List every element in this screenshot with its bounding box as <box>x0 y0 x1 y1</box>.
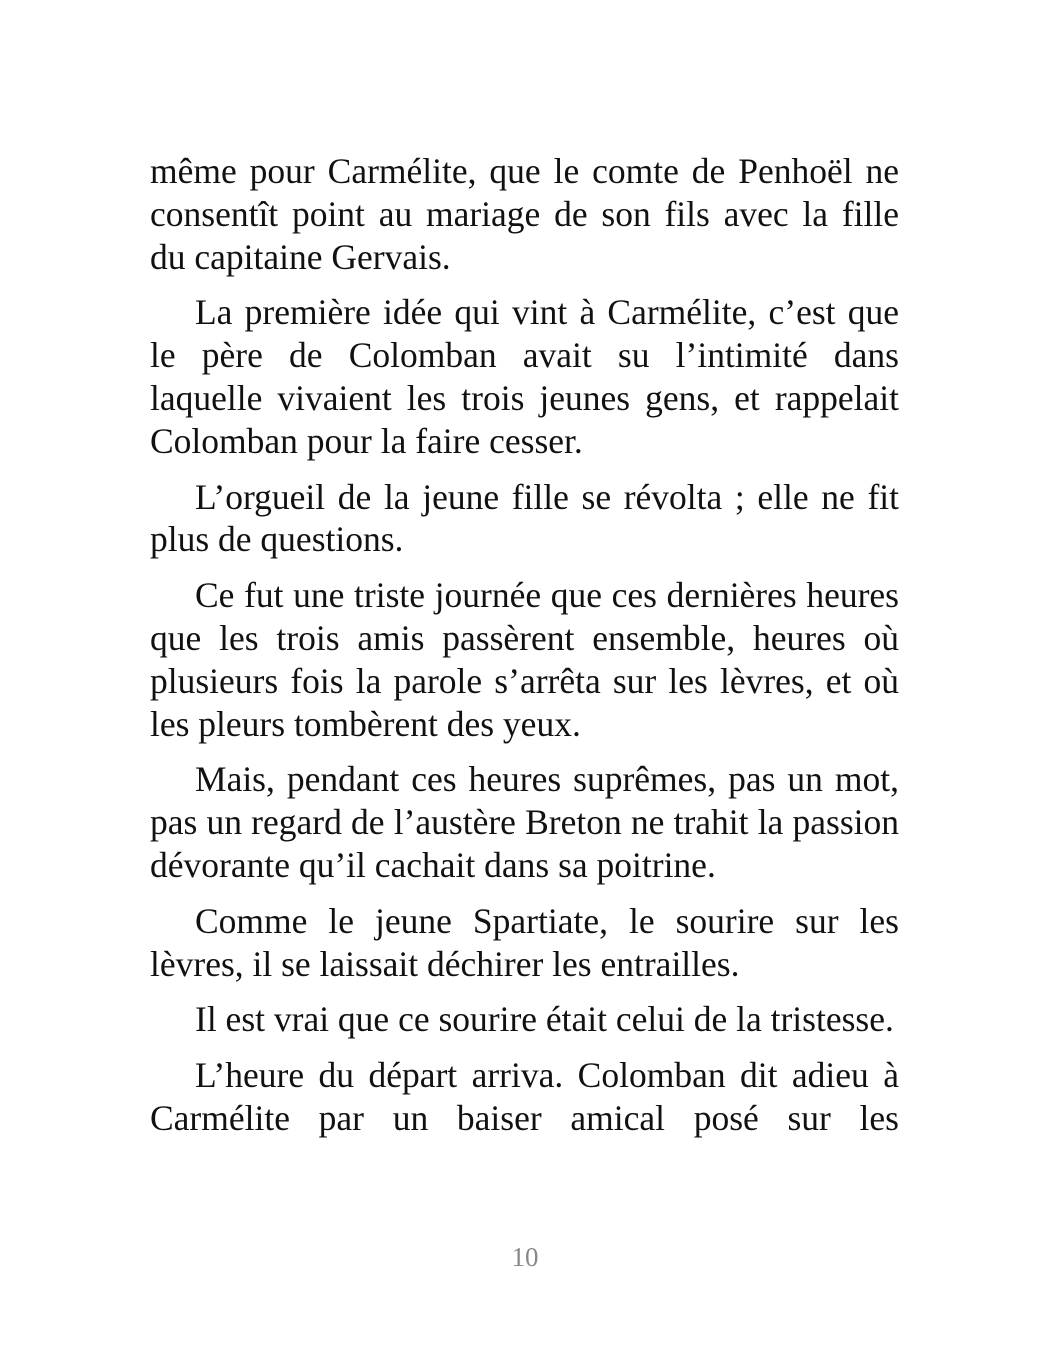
paragraph: Ce fut une triste journée que ces dernières heures que les trois amis passèrent ensemble, heures où plusieurs fois la parole s’arrêta sur les lèvres, et où les pleurs tombèrent des yeux. <box>150 575 899 744</box>
page-body <box>150 150 899 1153</box>
paragraph: Mais, pendant ces heures suprêmes, pas un mot, pas un regard de l’austère Breton ne trahit la passion dévorante qu’il cachait dans sa poitrine. <box>150 759 899 885</box>
paragraph: L’heure du départ arriva. Colomban dit adieu à Carmélite par un baiser amical posé sur les <box>150 1055 899 1138</box>
paragraph: Comme le jeune Spartiate, le sourire sur les lèvres, il se laissait déchirer les entrailles. <box>150 900 899 984</box>
paragraph: Il est vrai que ce sourire était celui de la tristesse. <box>195 999 894 1040</box>
page-number: 10 <box>511 1242 539 1272</box>
paragraph: même pour Carmélite, que le comte de Penhoël ne consentît point au mariage de son fils avec la fille du capitaine Gervais. <box>150 151 899 277</box>
paragraph: L’orgueil de la jeune fille se révolta ; elle ne fit plus de questions. <box>150 476 899 560</box>
paragraph: La première idée qui vint à Carmélite, c’est que le père de Colomban avait su l’intimité dans laquelle vivaient les trois jeunes gens, et rappelait Colomban pour la faire cesser. <box>150 292 899 461</box>
